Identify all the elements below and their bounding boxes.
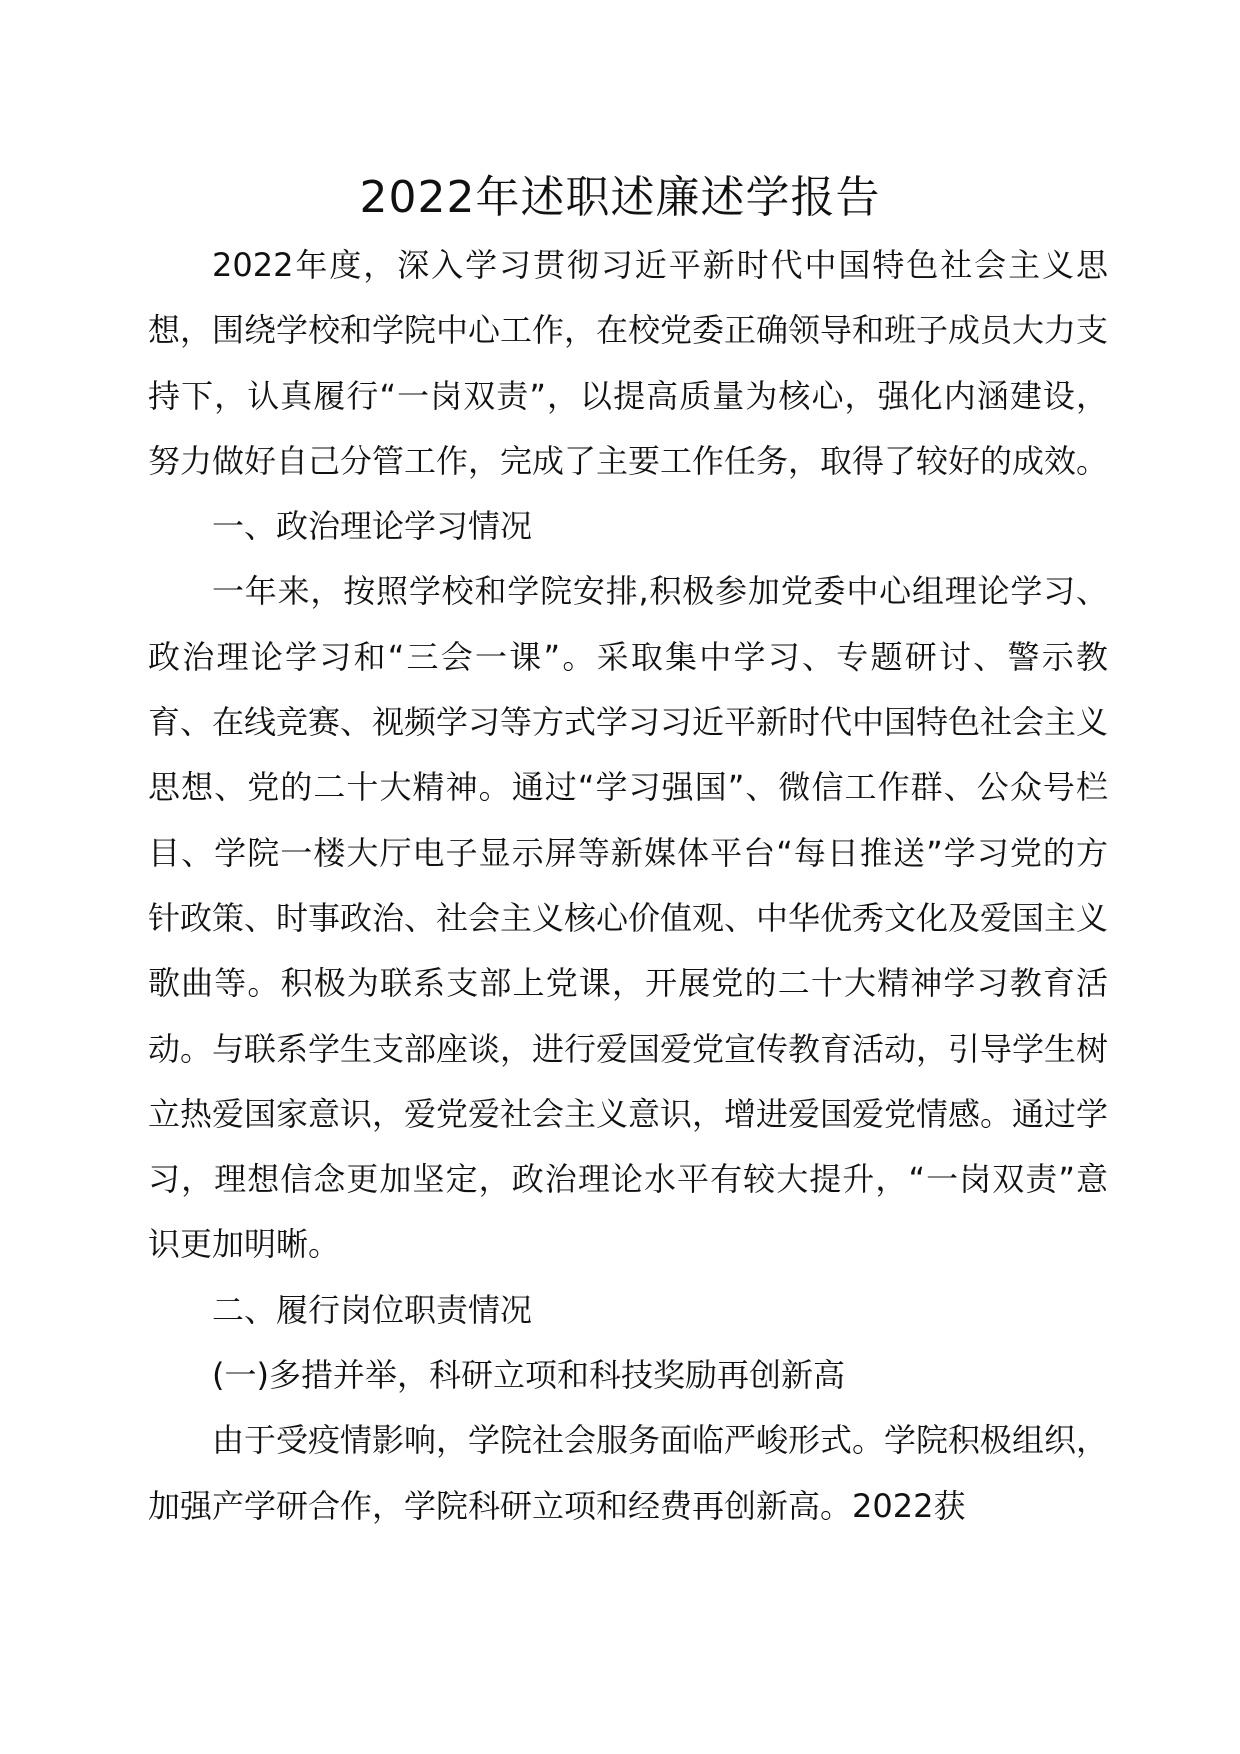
- research-paragraph: 由于受疫情影响，学院社会服务面临严峻形式。学院积极组织，加强产学研合作，学院科研立项和经费再创新高。2022获: [148, 1421, 1109, 1525]
- section-heading-political-study: 一、政治理论学习情况: [212, 507, 533, 546]
- political-study-paragraph: 一年来，按照学校和学院安排,积极参加党委中心组理论学习、政治理论学习和“三会一课”。采取集中学习、专题研讨、警示教育、在线竞赛、视频学习等方式学习习近平新时代中国特色社会主义思想、党的二十大精神。通过“学习强国”、微信工作群、公众号栏目、学院一楼大厅电子显示屏等新媒体平台“每日推送”学习党的方针政策、时事政治、社会主义核心价值观、中华优秀文化及爱国主义歌曲等。积极为联系支部上党课，开展党的二十大精神学习教育活动。与联系学生支部座谈，进行爱国爱党宣传教育活动，引导学生树立热爱国家意识，爱党爱社会主义意识，增进爱国爱党情感。通过学习，理想信念更加坚定，政治理论水平有较大提升，“一岗双责”意识更加明晰。: [148, 572, 1109, 1264]
- section-heading-duties: 二、履行岗位职责情况: [212, 1290, 533, 1329]
- document-body: [148, 233, 1108, 1539]
- subsection-heading-research: (一)多措并举，科研立项和科技奖励再创新高: [212, 1356, 845, 1395]
- document-title: 2022年述职述廉述学报告: [359, 172, 881, 223]
- intro-paragraph: 2022年度，深入学习贯彻习近平新时代中国特色社会主义思想，围绕学校和学院中心工作，在校党委正确领导和班子成员大力支持下，认真履行“一岗双责”，以提高质量为核心，强化内涵建设，努力做好自己分管工作，完成了主要工作任务，取得了较好的成效。: [148, 246, 1109, 480]
